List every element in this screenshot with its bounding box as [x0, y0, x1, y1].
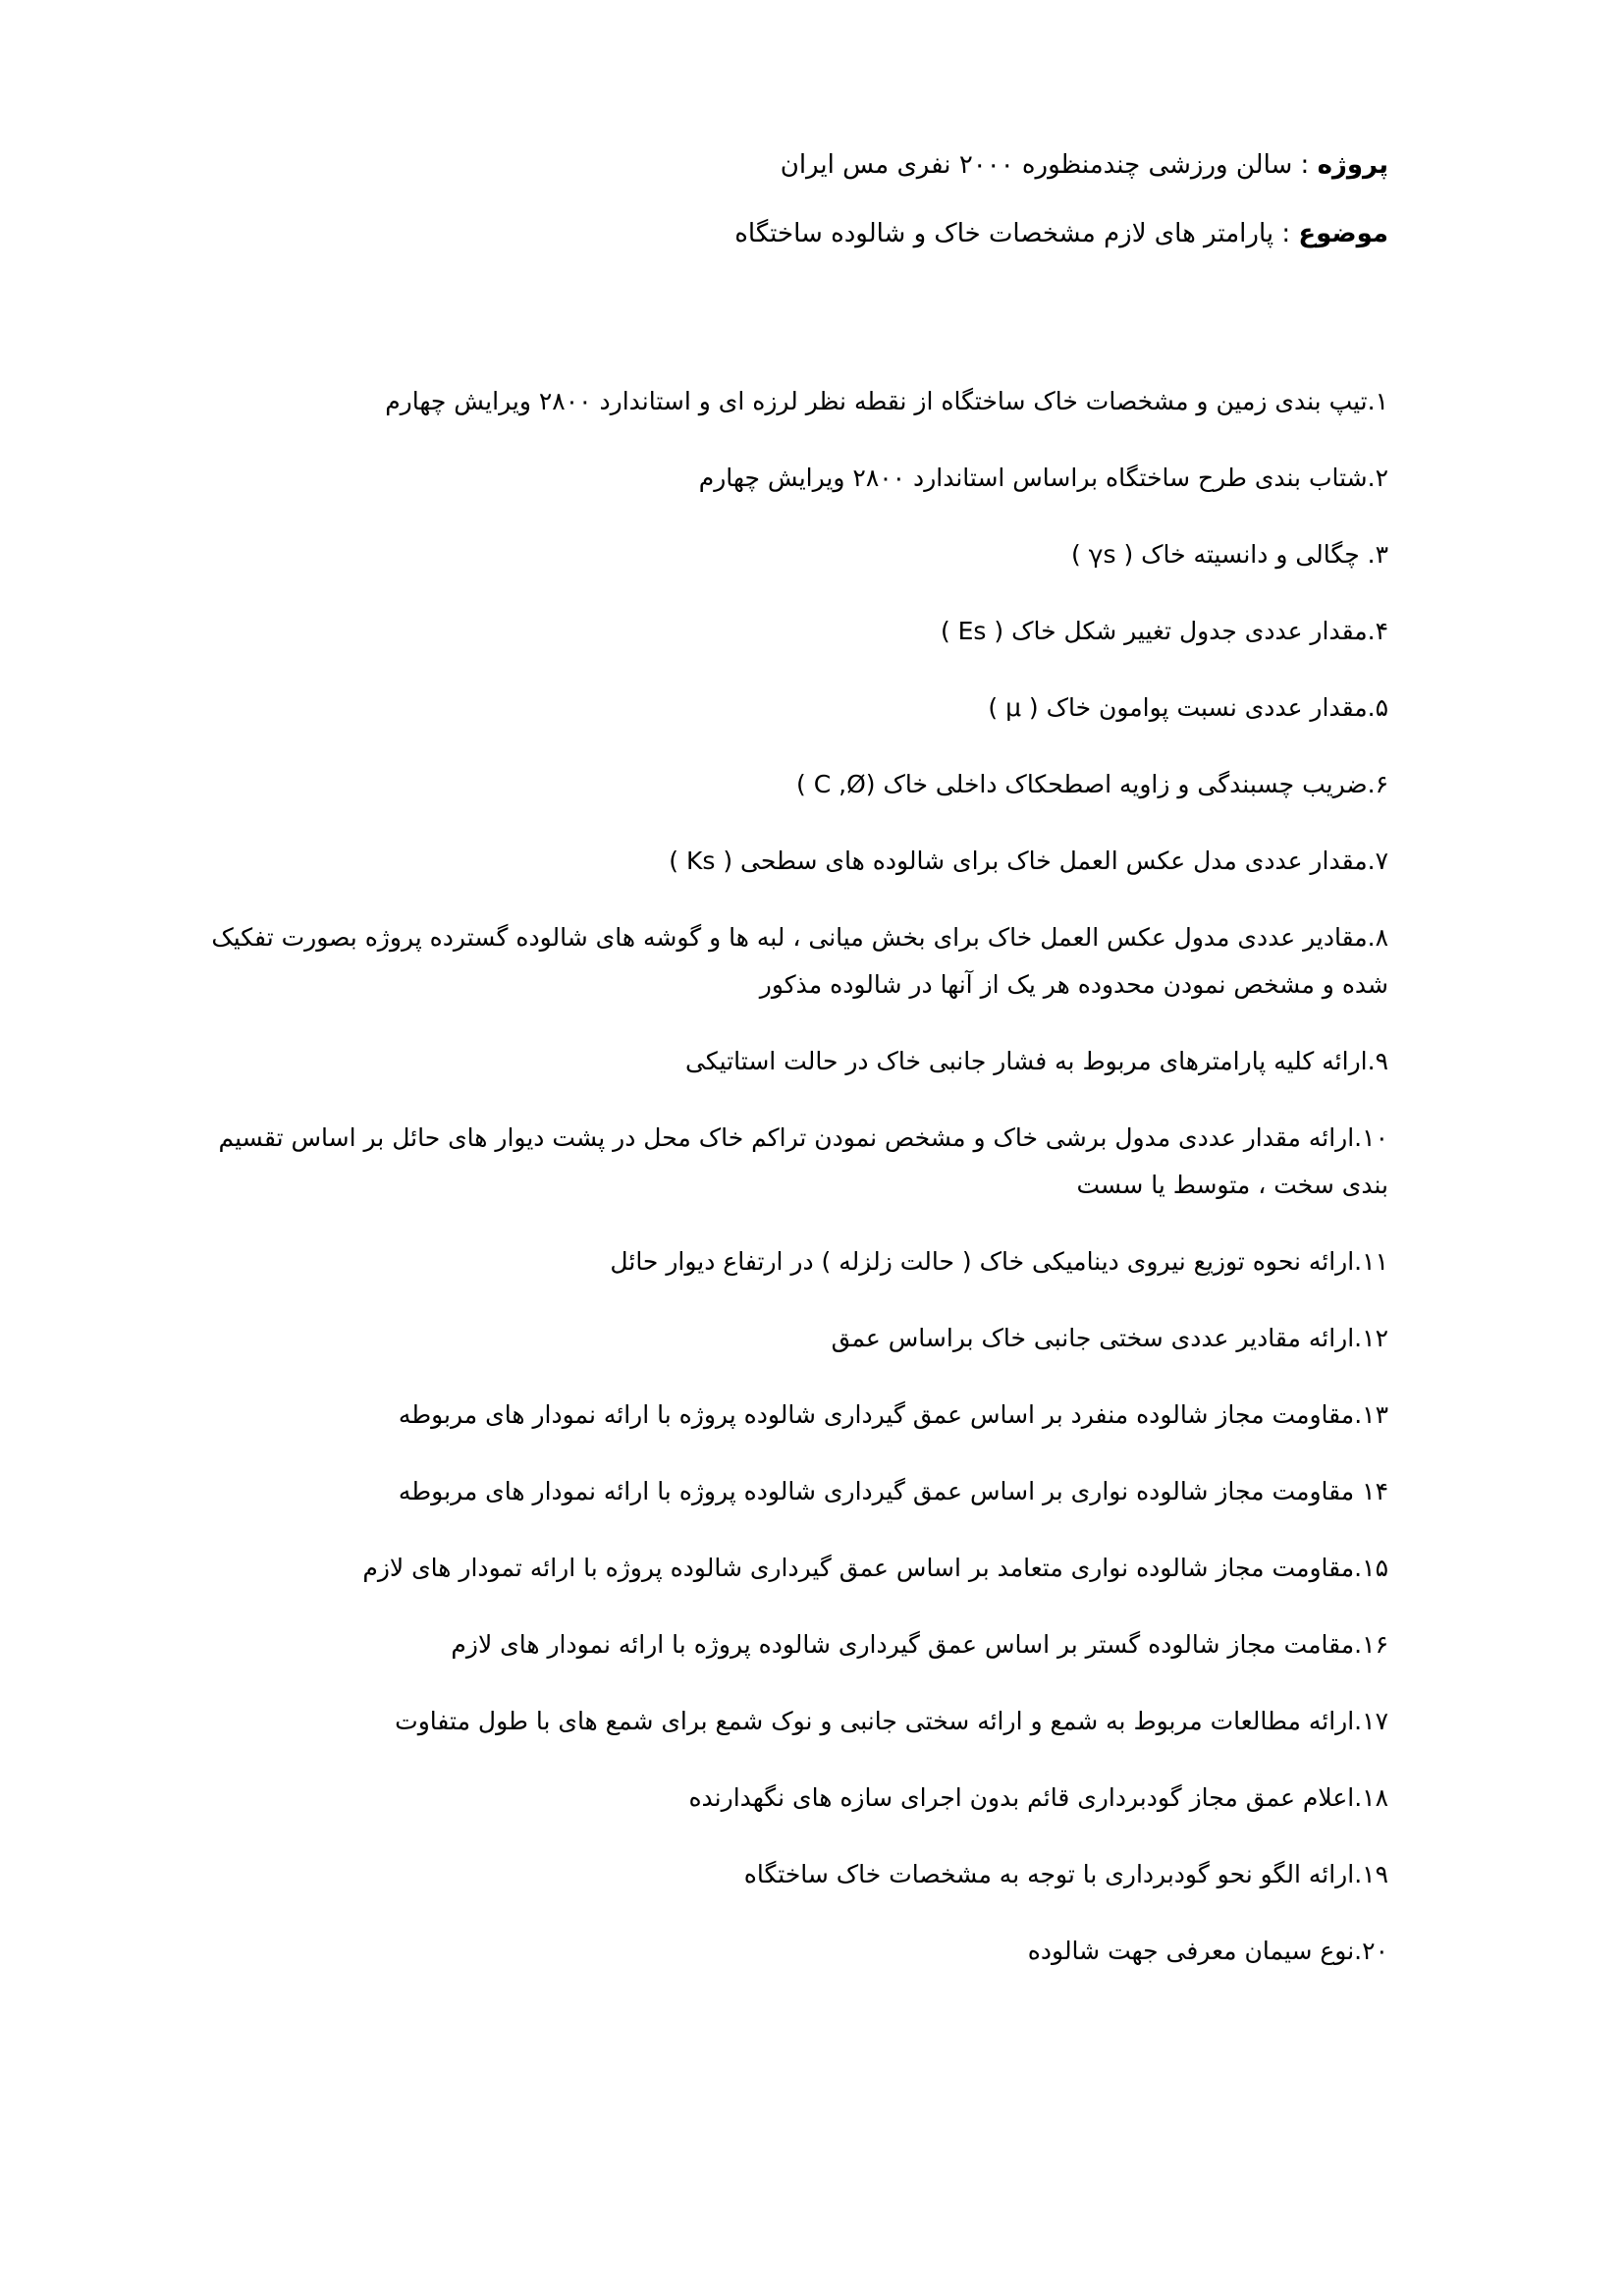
list-item: ۲.شتاب بندی طرح ساختگاه براساس استاندارد ۲۸۰۰ ویرایش چهارم: [698, 464, 1388, 492]
list-item: ۳. چگالی و دانسیته خاک ( γs ): [1070, 540, 1388, 569]
project-value: : سالن ورزشی چندمنظوره ۲۰۰۰ نفری مس ایران: [780, 150, 1318, 180]
subject-value: : پارامتر های لازم مشخصات خاک و شالوده ساختگاه: [734, 219, 1299, 248]
list-item: ۱۹.ارائه الگو نحو گودبرداری با توجه به مشخصات خاک ساختگاه: [743, 1860, 1388, 1888]
list-item: ۱.تیپ بندی زمین و مشخصات خاک ساختگاه از نقطه نظر لرزه ای و استاندارد ۲۸۰۰ ویرایش چهارم: [385, 387, 1388, 415]
list-item: ۱۸.اعلام عمق مجاز گودبرداری قائم بدون اجرای سازه های نگهدارنده: [688, 1783, 1388, 1812]
document-header: [210, 147, 1388, 285]
list-item: ۱۰.ارائه مقدار عددی مدول برشی خاک و مشخص نمودن تراکم خاک محل در پشت دیوار های حائل بر اساس تقسیم بندی سخت ، متوسط یا سست: [218, 1123, 1388, 1199]
subject-label: موضوع: [1298, 219, 1388, 248]
list-item: ۸.مقادیر عددی مدول عکس العمل خاک برای بخش میانی ، لبه ها و گوشه های شالوده گسترده پروژه بصورت تفکیک شده و مشخص نمودن محدوده هر یک از آنها در شالوده مذکور: [211, 923, 1388, 999]
project-label: پروژه: [1317, 150, 1388, 180]
list-item: ۱۲.ارائه مقادیر عددی سختی جانبی خاک براساس عمق: [831, 1324, 1388, 1352]
list-item: ۱۵.مقاومت مجاز شالوده نواری متعامد بر اساس عمق گیرداری شالوده پروژه با ارائه تمودار های لازم: [362, 1554, 1388, 1582]
list-item: ۱۴ مقاومت مجاز شالوده نواری بر اساس عمق گیرداری شالوده پروژه با ارائه نمودار های مربوطه: [398, 1477, 1388, 1505]
list-item: ۵.مقدار عددی نسبت پوامون خاک ( μ ): [988, 693, 1388, 722]
list-item: ۱۳.مقاومت مجاز شالوده منفرد بر اساس عمق گیرداری شالوده پروژه با ارائه نمودار های مربوطه: [398, 1400, 1388, 1429]
list-item: ۹.ارائه کلیه پارامترهای مربوط به فشار جانبی خاک در حالت استاتیکی: [685, 1047, 1388, 1075]
list-item: ۶.ضریب چسبندگی و زاویه اصطحکاک داخلی خاک (C ,Ø ): [796, 770, 1388, 798]
list-item: ۱۷.ارائه مطالعات مربوط به شمع و ارائه سختی جانبی و نوک شمع برای شمع های با طول متفاوت: [395, 1707, 1388, 1735]
subject-line: [210, 216, 1388, 251]
requirements-list: [200, 378, 1388, 2004]
list-item: ۱۱.ارائه نحوه توزیع نیروی دینامیکی خاک ( حالت زلزله ) در ارتفاع دیوار حائل: [610, 1247, 1388, 1276]
list-item: ۱۶.مقامت مجاز شالوده گستر بر اساس عمق گیرداری شالوده پروژه با ارائه نمودار های لازم: [451, 1630, 1388, 1659]
list-item: ۲۰.نوع سیمان معرفی جهت شالوده: [1027, 1937, 1388, 1965]
list-item: ۴.مقدار عددی جدول تغییر شکل خاک ( Es ): [940, 617, 1388, 645]
project-line: [210, 147, 1388, 183]
list-item: ۷.مقدار عددی مدل عکس العمل خاک برای شالوده های سطحی ( Ks ): [669, 847, 1388, 875]
